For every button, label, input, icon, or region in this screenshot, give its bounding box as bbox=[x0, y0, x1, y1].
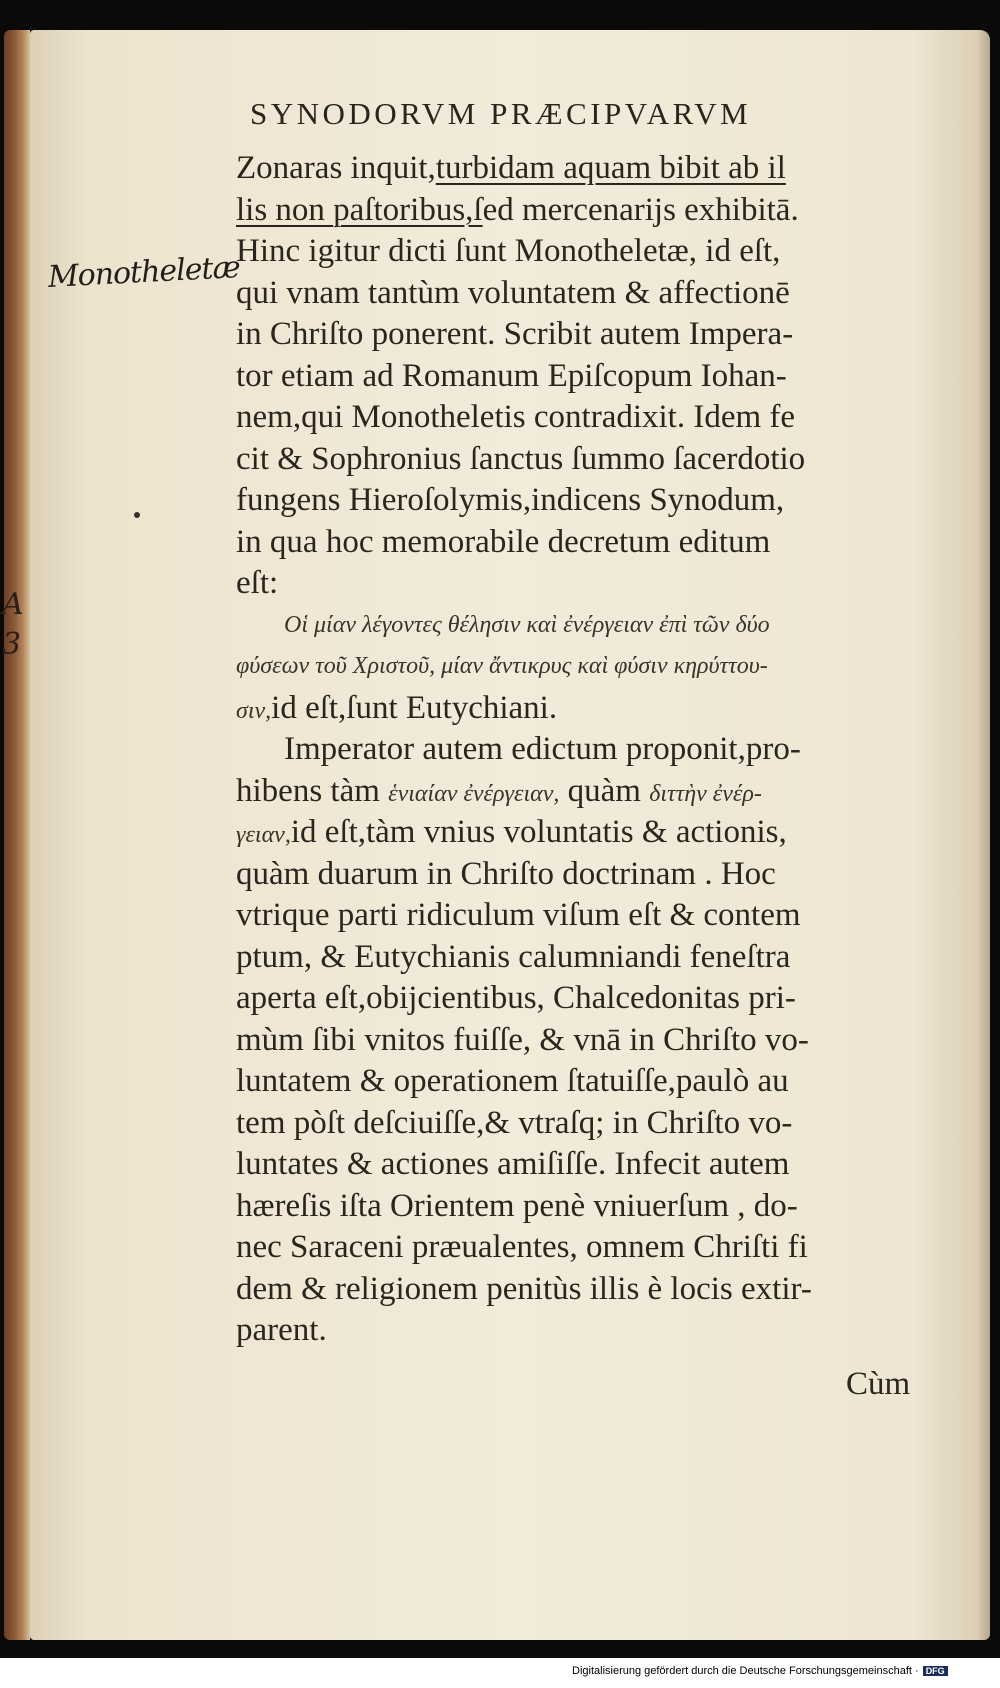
underlined-passage: lis non paſtoribus,ſ bbox=[236, 191, 483, 228]
margin-marks bbox=[2, 585, 24, 665]
dfg-logo: DFG bbox=[923, 1666, 948, 1676]
catchword: Cùm bbox=[846, 1366, 911, 1402]
text-line: Zonaras inquit,turbidam aquam bibit ab il bbox=[236, 150, 786, 186]
text-line: cit & Sophronius ſanctus ſummo ſacerdotio bbox=[236, 440, 806, 477]
greek-inline: σιν, bbox=[236, 697, 272, 724]
text-line: luntates & actiones amiſiſſe. Infecit autem bbox=[236, 1146, 790, 1182]
text-line: Imperator autem edictum proponit,pro- bbox=[284, 731, 801, 767]
text-line: in qua hoc memorabile decretum editum bbox=[236, 523, 771, 560]
text-line: eſt: bbox=[236, 565, 279, 601]
handwritten-margin-note: Monotheletæ bbox=[47, 249, 241, 295]
text-line: mùm ſibi vnitos fuiſſe, & vnā in Chriſto vo- bbox=[236, 1021, 809, 1058]
text-line: quàm duarum in Chriſto doctrinam . Hoc bbox=[236, 855, 776, 892]
text-line: ptum, & Eutychianis calumniandi feneſtra bbox=[236, 938, 791, 975]
underlined-passage: turbidam aquam bibit ab il bbox=[435, 150, 786, 186]
text-line: luntatem & operationem ſtatuiſſe,paulò au bbox=[236, 1063, 789, 1099]
text-line: hibens tàm ἑνιαίαν ἐνέργειαν, quàm διττὴν ἐνέρ- bbox=[236, 772, 762, 809]
greek-inline: γειαν, bbox=[236, 822, 291, 848]
running-head: SYNODORVM PRÆCIPVARVM bbox=[250, 96, 752, 131]
text-line: σιν,id eſt,ſunt Eutychiani. bbox=[236, 689, 558, 726]
text-line: parent. bbox=[236, 1312, 327, 1348]
text-line: dem & religionem penitùs illis è locis extir- bbox=[236, 1270, 812, 1307]
greek-inline: διττὴν ἐνέρ- bbox=[649, 780, 762, 807]
body-text bbox=[236, 148, 936, 1352]
margin-mark-a: A bbox=[2, 587, 24, 622]
text-line: qui vnam tantùm voluntatem & affectionē bbox=[236, 274, 790, 311]
text-line: aperta eſt,obijcientibus, Chalcedonitas pri- bbox=[236, 980, 796, 1016]
text-line: hæreſis iſta Orientem penè vniuerſum , do- bbox=[236, 1187, 798, 1224]
text-line: vtrique parti ridiculum viſum eſt & contem bbox=[236, 897, 801, 933]
text-line: tem pòſt deſciuiſſe,& vtraſq; in Chriſto vo- bbox=[236, 1104, 793, 1141]
margin-mark-3: 3 bbox=[2, 627, 22, 662]
ink-speck bbox=[134, 512, 140, 518]
digitization-credit bbox=[572, 1665, 948, 1677]
text-line: tor etiam ad Romanum Epiſcopum Iohan- bbox=[236, 357, 787, 394]
greek-quote-line: φύσεων τοῦ Χριστοῦ, μίαν ἄντικρυς καὶ φύσιν κηρύττου- bbox=[236, 653, 768, 679]
book-spine-edge bbox=[4, 30, 30, 1640]
credit-text: Digitalisierung gefördert durch die Deutsche Forschungsgemeinschaft · bbox=[572, 1665, 919, 1677]
text-line: Hinc igitur dicti ſunt Monotheletæ, id eſt, bbox=[236, 233, 781, 269]
text-line: nec Saraceni præualentes, omnem Chriſti fi bbox=[236, 1229, 808, 1265]
greek-inline: ἑνιαίαν ἐνέργειαν, bbox=[388, 780, 560, 807]
text-line: fungens Hieroſolymis,indicens Synodum, bbox=[236, 482, 785, 518]
text-line: γειαν,id eſt,tàm vnius voluntatis & actionis, bbox=[236, 814, 787, 850]
greek-quote-line: Οἱ μίαν λέγοντες θέλησιν καὶ ἐνέργειαν ἐπὶ τῶν δύο bbox=[284, 611, 770, 638]
text-line: in Chriſto ponerent. Scribit autem Impera- bbox=[236, 316, 794, 352]
text-line: nem,qui Monotheletis contradixit. Idem fe bbox=[236, 399, 796, 435]
text-line: lis non paſtoribus,ſed mercenarijs exhibitā. bbox=[236, 191, 799, 228]
